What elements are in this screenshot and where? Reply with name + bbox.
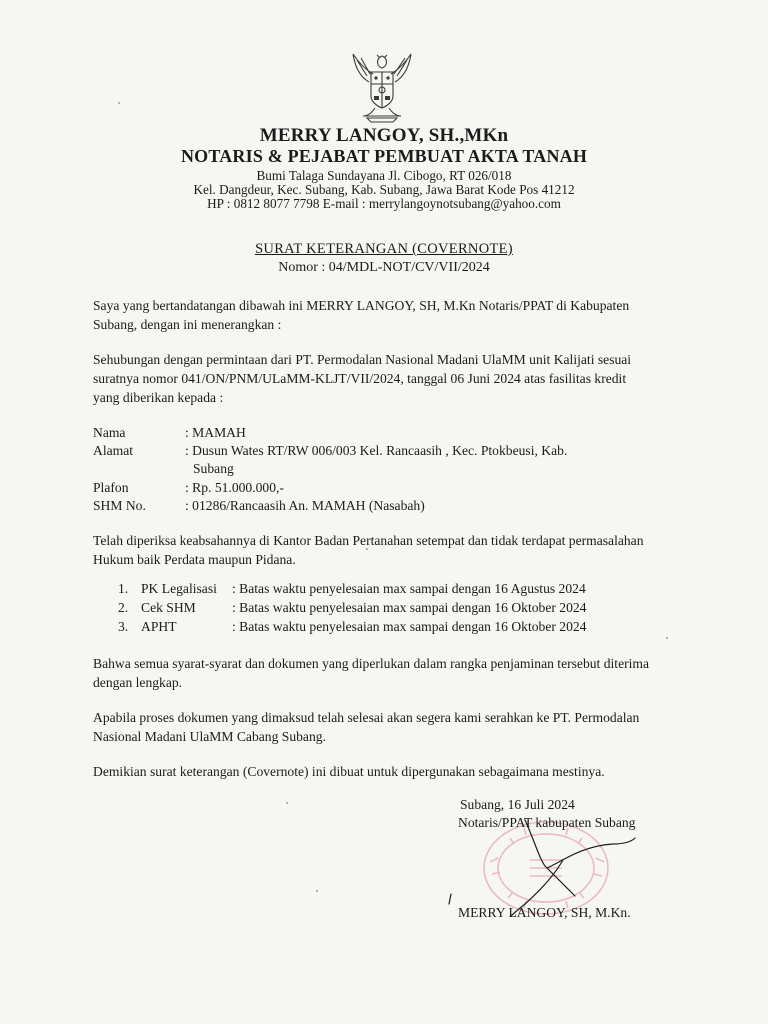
list-item-text: : Batas waktu penyelesaian max sampai dengan 16 Agustus 2024 [232, 581, 586, 596]
detail-row-nama [93, 423, 246, 442]
list-item-label: Cek SHM [141, 600, 196, 615]
detail-value: : Rp. 51.000.000,- [185, 480, 284, 495]
paragraph-1-line-2: Subang, dengan ini menerangkan : [93, 317, 282, 332]
detail-label: Nama [93, 425, 126, 440]
detail-row-shm [93, 496, 425, 515]
notary-name-heading: MERRY LANGOY, SH.,MKn [259, 125, 509, 146]
list-item-number: 3. [118, 619, 129, 634]
paragraph-4-line-1: Bahwa semua syarat-syarat dan dokumen yang diperlukan dalam rangka penjaminan tersebut diterima [93, 656, 650, 671]
document-title: SURAT KETERANGAN (COVERNOTE) [255, 241, 513, 257]
list-item-number: 1. [118, 581, 129, 596]
scan-speck [118, 102, 120, 104]
signature-role: Notaris/PPAT kabupaten Subang [458, 815, 636, 830]
paragraph-2-line-3: yang diberikan kepada : [93, 390, 224, 405]
detail-row-alamat [93, 441, 567, 460]
detail-label: SHM No. [93, 498, 146, 513]
detail-value: : 01286/Rancaasih An. MAMAH (Nasabah) [185, 498, 425, 513]
paragraph-1-line-1: Saya yang bertandatangan dibawah ini MERRY LANGOY, SH, M.Kn Notaris/PPAT di Kabupaten [93, 298, 630, 313]
notary-title-heading: NOTARIS & PEJABAT PEMBUAT AKTA TANAH [180, 146, 588, 166]
scan-speck [666, 637, 668, 639]
closing-paragraph: Demikian surat keterangan (Covernote) ini dibuat untuk dipergunakan sebagaimana mestinya. [93, 764, 605, 779]
list-item [118, 600, 586, 616]
paragraph-4-line-2: dengan lengkap. [93, 675, 183, 690]
scan-speck [366, 548, 368, 550]
paragraph-3-line-1: Telah diperiksa keabsahannya di Kantor Badan Pertanahan setempat dan tidak terdapat permasalahan [93, 533, 644, 548]
list-item [118, 581, 586, 597]
contact-line: HP : 0812 8077 7798 E-mail : merrylangoynotsubang@yahoo.com [207, 196, 561, 211]
address-line-2: Kel. Dangdeur, Kec. Subang, Kab. Subang, Jawa Barat Kode Pos 41212 [193, 182, 575, 197]
detail-value: Subang [193, 461, 234, 476]
paragraph-5-line-1: Apabila proses dokumen yang dimaksud telah selesai akan segera kami serahkan ke PT. Permodalan [93, 710, 640, 725]
list-item [118, 619, 586, 635]
address-line-1: Bumi Talaga Sundayana Jl. Cibogo, RT 026/018 [256, 168, 512, 183]
detail-row-plafon [93, 478, 284, 497]
scan-speck [286, 802, 288, 804]
list-item-text: : Batas waktu penyelesaian max sampai dengan 16 Oktober 2024 [232, 600, 587, 615]
detail-label: Alamat [93, 443, 134, 458]
list-item-text: : Batas waktu penyelesaian max sampai dengan 16 Oktober 2024 [232, 619, 587, 634]
paragraph-5-line-2: Nasional Madani UlaMM Cabang Subang. [93, 729, 326, 744]
scan-speck [316, 890, 318, 892]
signature-name: MERRY LANGOY, SH, M.Kn. [458, 905, 631, 920]
detail-label: Plafon [93, 480, 129, 495]
paragraph-2-line-1: Sehubungan dengan permintaan dari PT. Permodalan Nasional Madani UlaMM unit Kalijati sesuai [93, 352, 632, 367]
garuda-emblem-icon [349, 52, 415, 124]
list-item-label: PK Legalisasi [141, 581, 217, 596]
document-number: Nomor : 04/MDL-NOT/CV/VII/2024 [278, 260, 490, 275]
signature-place-date: Subang, 16 Juli 2024 [460, 797, 575, 812]
paragraph-2-line-2: suratnya nomor 041/ON/PNM/ULaMM-KLJT/VII/2024, tanggal 06 Juni 2024 atas fasilitas kredit [93, 371, 627, 386]
list-item-number: 2. [118, 600, 129, 615]
list-item-label: APHT [141, 619, 177, 634]
detail-row-alamat-continued [93, 459, 234, 478]
detail-value: : Dusun Wates RT/RW 006/003 Kel. Rancaasih , Kec. Ptokbeusi, Kab. [185, 443, 568, 458]
detail-value: : MAMAH [185, 425, 246, 440]
paragraph-3-line-2: Hukum baik Perdata maupun Pidana. [93, 552, 296, 567]
